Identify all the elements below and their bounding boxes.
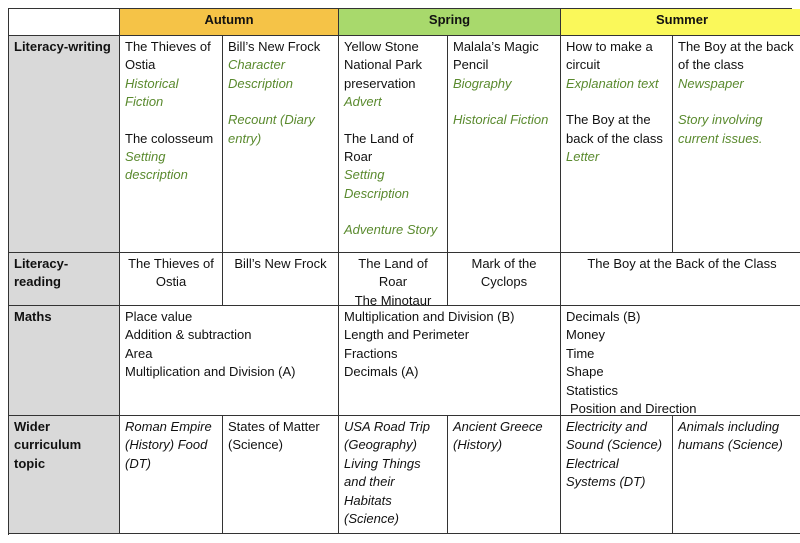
corner-cell: [9, 9, 120, 36]
genre: Explanation text: [566, 75, 659, 91]
writing-summer-2: [673, 36, 800, 253]
row-label-writing: Literacy-writing: [9, 36, 120, 253]
book-title: The Land of Roar: [344, 130, 414, 165]
maths-topic: Decimals (A): [344, 364, 419, 380]
maths-topic: Statistics: [566, 382, 619, 398]
row-label-reading: Literacy-reading: [9, 253, 120, 306]
header-spring: Spring: [339, 9, 561, 36]
maths-topic: Shape: [566, 364, 604, 380]
genre: Historical Fiction: [453, 112, 549, 128]
maths-autumn: [120, 306, 339, 416]
book-title: The colosseum: [125, 130, 214, 146]
book-title: The Boy at the back of the class: [566, 112, 663, 146]
genre: Character Description: [228, 57, 294, 91]
maths-spring: [339, 306, 561, 416]
maths-summer: [561, 306, 800, 416]
maths-topic: Decimals (B): [566, 309, 641, 324]
reading-autumn-1: The Thieves of Ostia: [120, 253, 223, 306]
row-label-wider: Wider curriculum topic: [9, 416, 120, 534]
book-title: The Thieves of Ostia: [125, 39, 211, 73]
writing-summer-1: [561, 36, 673, 253]
wider-spring-1: USA Road Trip (Geography) Living Things and their Habitats (Science): [339, 416, 448, 534]
wider-summer-2: Animals including humans (Science): [673, 416, 800, 534]
wider-spring-2: Ancient Greece (History): [448, 416, 561, 534]
wider-autumn-1: Roman Empire (History) Food (DT): [120, 416, 223, 534]
wider-autumn-2: States of Matter (Science): [223, 416, 339, 534]
header-autumn: Autumn: [120, 9, 339, 36]
maths-topic: Multiplication and Division (B): [344, 309, 515, 324]
maths-topic: Area: [125, 345, 153, 361]
genre: Newspaper: [678, 75, 744, 91]
reading-spring-1: [339, 253, 448, 306]
book-title: Yellow Stone National Park preservation: [344, 39, 423, 91]
reading-summer: The Boy at the Back of the Class: [561, 253, 800, 306]
maths-topic: Addition & subtraction: [125, 327, 252, 343]
genre: Advert: [344, 94, 382, 110]
maths-topic: Money: [566, 327, 606, 343]
maths-topic: Fractions: [344, 345, 398, 361]
genre: Historical Fiction: [125, 75, 179, 110]
genre: Setting description: [125, 149, 188, 183]
row-label-maths: Maths: [9, 306, 120, 416]
genre: Adventure Story: [344, 222, 438, 238]
reading-spring-2: Mark of the Cyclops: [448, 253, 561, 306]
genre: Recount (Diary entry): [228, 112, 315, 146]
genre: Setting Description: [344, 167, 410, 201]
genre: Story involving current issues.: [678, 112, 763, 146]
book-title: How to make a circuit: [566, 39, 653, 73]
curriculum-table: [8, 8, 792, 535]
maths-topic: Position and Direction: [570, 401, 697, 416]
reading-autumn-2: Bill’s New Frock: [223, 253, 339, 306]
maths-topic: Length and Perimeter: [344, 327, 470, 343]
wider-summer-1: Electricity and Sound (Science) Electrical Systems (DT): [561, 416, 673, 534]
genre: Biography: [453, 75, 512, 91]
writing-spring-1: [339, 36, 448, 253]
book-title: The Land of Roar: [358, 256, 428, 290]
writing-spring-2: [448, 36, 561, 253]
book-title: The Boy at the back of the class: [678, 39, 794, 73]
header-summer: Summer: [561, 9, 800, 36]
maths-topic: Time: [566, 345, 595, 361]
book-title: Malala’s Magic Pencil: [453, 39, 539, 73]
book-title: The Minotaur: [354, 292, 432, 306]
maths-topic: Place value: [125, 309, 193, 324]
writing-autumn-1: [120, 36, 223, 253]
genre: Letter: [566, 149, 600, 165]
writing-autumn-2: [223, 36, 339, 253]
book-title: Bill’s New Frock: [228, 39, 321, 54]
maths-topic: Multiplication and Division (A): [125, 364, 296, 380]
